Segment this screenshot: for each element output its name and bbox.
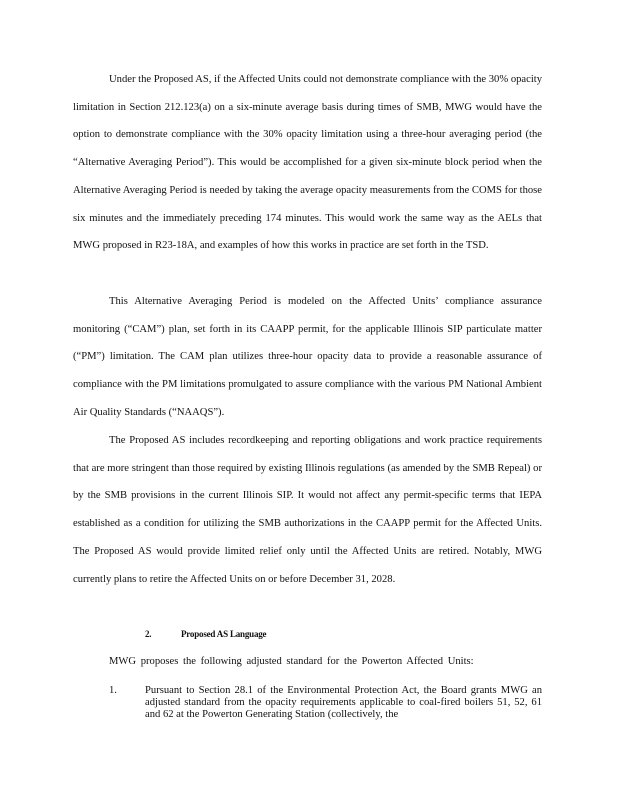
- section-title: Proposed AS Language: [181, 629, 267, 639]
- intro-sentence: MWG proposes the following adjusted standard for the Powerton Affected Units:: [109, 656, 474, 667]
- section-number: 2.: [145, 629, 152, 639]
- paragraph-cam-plan: This Alternative Averaging Period is modeled on the Affected Units’ compliance assurance monitoring (“CAM”) plan, set forth in its CAAPP permit, for the applicable Illinois SIP particulate matter (“PM”) limitation. The CAM plan utilizes three-hour opacity data to provide a reasonable assurance of compliance with the PM limitations promulgated to assure compliance with the various PM National Ambient Air Quality Standards (“NAAQS”).: [73, 296, 542, 418]
- paragraph-alternative-averaging: Under the Proposed AS, if the Affected Units could not demonstrate compliance with the 30% opacity limitation in Section 212.123(a) on a six-minute average basis during times of SMB, MWG would have the option to demonstrate compliance with the 30% opacity limitation using a three-hour averaging period (the “Alternative Averaging Period”). This would be accomplished for a given six-minute block period when the Alternative Averaging Period is needed by taking the average opacity measurements from the COMS for those six minutes and the immediately preceding 174 minutes. This would work the same way as the AELs that MWG proposed in R23-18A, and examples of how this works in practice are set forth in the TSD.: [73, 74, 542, 252]
- section-heading: [145, 629, 266, 639]
- list-item-number: 1.: [109, 685, 117, 696]
- list-item-text: Pursuant to Section 28.1 of the Environmental Protection Act, the Board grants MWG an adjusted standard from the opacity requirements applicable to coal-fired boilers 51, 52, 61 and 62 at the Powerton Generating Station (collectively, the: [145, 685, 542, 720]
- paragraph-recordkeeping: The Proposed AS includes recordkeeping and reporting obligations and work practice requirements that are more stringent than those required by existing Illinois regulations (as amended by the SMB Repeal) or by the SMB provisions in the current Illinois SIP. It would not affect any permit-specific terms that IEPA established as a condition for utilizing the SMB authorizations in the CAAPP permit for the Affected Units. The Proposed AS would provide limited relief only until the Affected Units are retired. Notably, MWG currently plans to retire the Affected Units on or before December 31, 2028.: [73, 435, 542, 585]
